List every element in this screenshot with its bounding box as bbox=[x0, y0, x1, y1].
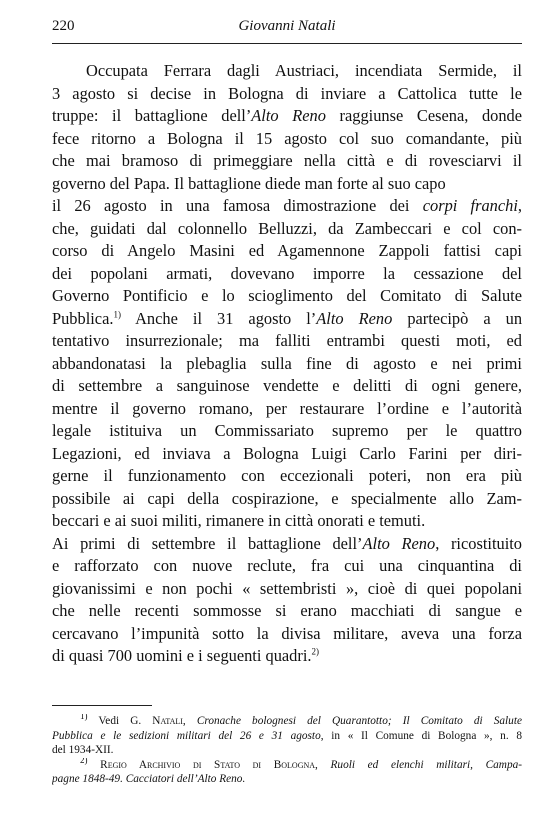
body-line: giovanissimi e non pochi « settembristi », cioè di quei popolani bbox=[52, 578, 522, 598]
body-line: cercavano l’impunità sotto la divisa militare, aveva una forza bbox=[52, 623, 522, 643]
footnote-line: $^{1)}$ Vedi G. Natali, Cronache bolognesi del Quarantotto; Il Comitato di Salute bbox=[80, 714, 522, 727]
body-line: il 26 agosto in una famosa dimostrazione dei corpi franchi, bbox=[52, 196, 522, 215]
body-line: Governo Pontificio e lo scioglimento del Comitato di Salute bbox=[52, 286, 522, 305]
page-header bbox=[52, 18, 522, 40]
body-line: fece ritorno a Bologna il 15 agosto col suo comandante, più bbox=[52, 128, 522, 148]
body-line: 3 agosto si decise in Bologna di inviare a Cattolica tutte le bbox=[52, 83, 522, 103]
body-line: di settembre a sanguinose vendette e delitti di ogni genere, bbox=[52, 376, 522, 395]
body-line: truppe: il battaglione dell’Alto Reno raggiunse Cesena, donde bbox=[52, 106, 522, 125]
footnote-line: $^{2)}$ Regio Archivio di Stato di Bologna, Ruoli ed elenchi militari, Campa- bbox=[80, 757, 522, 771]
body-line: Occupata Ferrara dagli Austriaci, incendiata Sermide, il bbox=[86, 61, 522, 80]
body-line: abbandonatasi la plebaglia sulla fine di agosto e nei primi bbox=[52, 353, 522, 373]
body-line: che mai bramoso di primeggiare nella città e di rovesciarvi il bbox=[52, 151, 522, 170]
body-line: beccari e ai suoi militi, rimanere in città onorati e temuti. bbox=[52, 511, 426, 530]
body-line: Ai primi di settembre il battaglione dell’Alto Reno, ricostituito bbox=[52, 533, 522, 553]
body-line: mentre il governo romano, per restaurare l’ordine e l’autorità bbox=[52, 398, 522, 418]
body-line: che, guidati dal colonnello Belluzzi, da Zambeccari e col con- bbox=[52, 218, 522, 238]
body-line: possibile ai capi della cospirazione, e specialmente allo Zam- bbox=[52, 488, 522, 508]
body-line: corso di Angelo Masini ed Agamennone Zappoli fattisi capi bbox=[52, 241, 522, 260]
body-line: dei popolani armati, dovevano imporre la cessazione del bbox=[52, 263, 522, 283]
body-line: Pubblica.$^{1)}$ Anche il 31 agosto l’Alto Reno partecipò a un bbox=[52, 308, 522, 328]
footnote-line: pagne 1848-49. Cacciatori dell’Alto Reno. bbox=[52, 773, 246, 785]
body-line: di quasi 700 uomini e i seguenti quadri.$^{2)}$ bbox=[52, 646, 319, 665]
body-line: legale istituiva un Commissariato supremo per le quattro bbox=[52, 421, 522, 440]
body-line: gerne il funzionamento con eccezionali poteri, non era più bbox=[52, 466, 522, 485]
page-number: 220 bbox=[52, 18, 75, 34]
body-line: governo del Papa. Il battaglione diede man forte al suo capo bbox=[52, 173, 446, 193]
footnote-line: del 1934-XII. bbox=[52, 744, 114, 756]
footnotes bbox=[52, 714, 522, 787]
header-rule bbox=[52, 43, 522, 44]
body-line: Legazioni, ed inviava a Bologna Luigi Carlo Farini per diri- bbox=[52, 443, 522, 463]
body-line: che nelle recenti sommosse si erano macchiati di sangue e bbox=[52, 601, 522, 620]
body-line: tentativo insurrezionale; ma falliti entrambi questi moti, ed bbox=[52, 331, 522, 350]
body-text bbox=[52, 60, 522, 668]
footnote-line: Pubblica e le sedizioni militari del 26 e 31 agosto, in « Il Comune di Bologna », n. 8 bbox=[52, 729, 522, 742]
footnote-separator bbox=[52, 705, 152, 706]
body-line: e rafforzato con nuove reclute, fra cui una cinquantina di bbox=[52, 556, 522, 575]
running-title: Giovanni Natali bbox=[238, 18, 336, 34]
